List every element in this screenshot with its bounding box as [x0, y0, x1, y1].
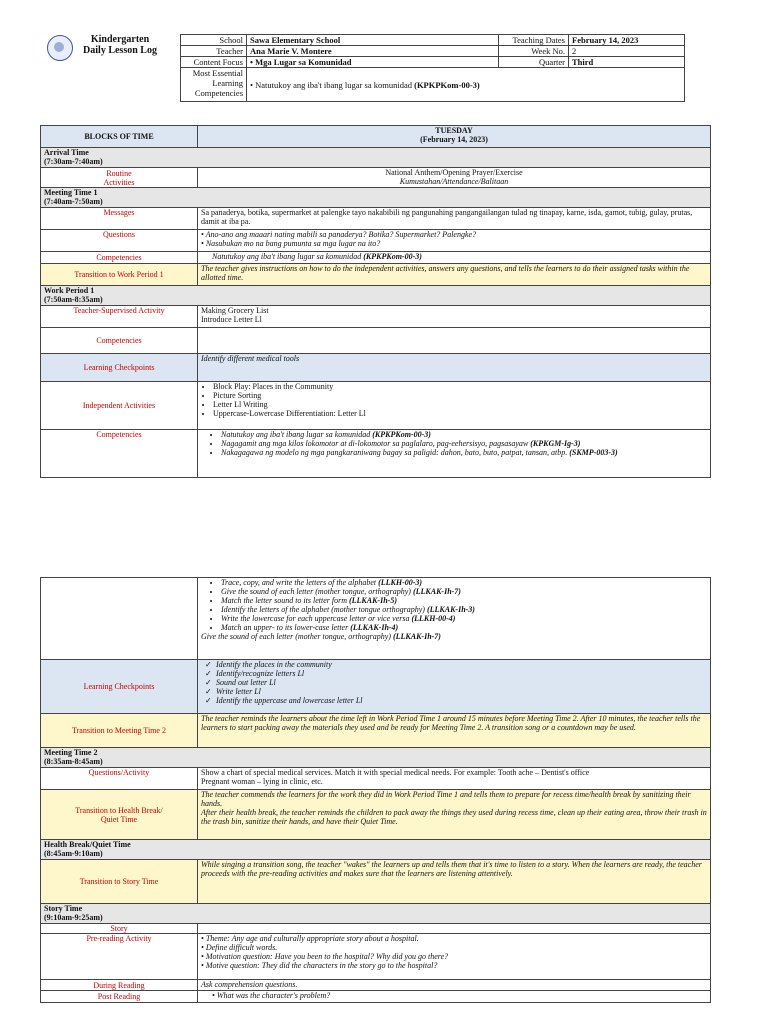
independent-item: • Picture Sorting	[213, 391, 707, 400]
section-time: (8:35am-8:45am)	[44, 757, 103, 766]
section-time: (7:30am-7:40am)	[44, 157, 103, 166]
prereading-list	[198, 934, 711, 980]
competencies-value: • Natutukoy ang iba't ibang lugar sa komunidad (KPKPKom-00-3)	[247, 68, 685, 102]
checkpoint-item: ✓ Identify the places in the community	[216, 660, 707, 669]
tsa-label: Teacher-Supervised Activity	[41, 306, 198, 328]
transition-hb-label	[41, 790, 198, 840]
question-text: Ano-ano ang maaari nating mabili sa panaderya? Botika? Supermarket? Palengke?	[205, 230, 477, 239]
routine-line: Kumustahan/Attendance/Balitaan	[399, 177, 509, 186]
transition-paragraph: The teacher commends the learners for the work they did in Work Period Time 1 and tells them to prepare for recess time/health break by sanitizing their hands.	[201, 790, 691, 808]
transition-wp1-label: Transition to Work Period 1	[41, 264, 198, 286]
section-title: Work Period 1	[44, 286, 95, 295]
competencies-code: (KPKPKom-00-3)	[414, 79, 480, 90]
competencies-text: Natutukoy ang iba't ibang lugar sa komunidad	[255, 79, 412, 90]
messages-label: Messages	[41, 208, 198, 230]
competency-code: (KPKPKom-00-3)	[372, 430, 431, 439]
letter-competency-tail	[201, 632, 707, 641]
competency-item	[221, 448, 707, 457]
qa-text	[198, 768, 711, 790]
label-line: Quiet Time	[100, 814, 138, 824]
transition-wp1-text: The teacher gives instructions on how to do the independent activities, answers any questions, and tells the learners to do their assigned tasks within the allotted time.	[198, 264, 711, 286]
section-title: Health Break/Quiet Time	[44, 840, 131, 849]
section-work-period-1	[41, 286, 711, 306]
checkpoints-label: Learning Checkpoints	[41, 354, 198, 382]
competencies-label: Competencies	[41, 252, 198, 264]
teaching-dates-label: Teaching Dates	[499, 35, 569, 46]
transition-paragraph: After their health break, the teacher reminds the children to pack away the things they used during recess time, clean up their eating area, throw their trash in the trash bin, sanitize their hands, and have their Quiet Time.	[201, 808, 707, 826]
letter-competency	[221, 623, 707, 632]
content-focus-value: • Mga Lugar sa Komunidad	[247, 57, 499, 68]
competency-code: (SKMP-003-3)	[569, 448, 618, 457]
competency-code: (LLKH-00-3)	[378, 578, 423, 587]
competency-text: Natutukoy ang iba't ibang lugar sa komunidad	[212, 252, 362, 261]
independent-item: • Uppercase-Lowercase Differentiation: Letter Ll	[213, 409, 707, 418]
section-health-break	[41, 840, 711, 860]
transition-hb-text	[198, 790, 711, 840]
transition-mt2-text: The teacher reminds the learners about the time left in Work Period Time 1 around 15 minutes before Meeting Time 2. After 10 minutes, the teacher tells the learners to start packing away the materials they used and be ready for Meeting Time 2. A transition song or a countdown may be used.	[198, 714, 711, 748]
tsa-line: Making Grocery List	[201, 306, 269, 315]
independent-item: • Letter Ll Writing	[213, 400, 707, 409]
transition-story-label: Transition to Story Time	[41, 860, 198, 904]
competencies-label-line: Competencies	[194, 88, 243, 98]
during-label: During Reading	[41, 980, 198, 991]
section-meeting-2	[41, 748, 711, 768]
competencies2-label: Competencies	[41, 328, 198, 354]
section-time: (8:45am-9:10am)	[44, 849, 103, 858]
prereading-text: Motive question: They did the characters in the story go to the hospital?	[205, 961, 438, 970]
quarter-value: Third	[569, 57, 685, 68]
competency-code: (LLKH-00-4)	[411, 614, 456, 623]
letter-competency	[221, 614, 707, 623]
messages-text: Sa panaderya, botika, supermarket at palengke tayo nakabibili ng pangunahing pangangailangan tulad ng tinapay, karne, isda, gamot, tubig, gulay, prutas, damit at iba pa.	[198, 208, 711, 230]
label-line: Transition to Health Break/	[75, 805, 163, 815]
day-name: TUESDAY	[435, 126, 473, 135]
story-value	[198, 924, 711, 934]
section-time: (7:40am-7:50am)	[44, 197, 103, 206]
competency-code: (LLKAK-Ih-3)	[426, 605, 475, 614]
competency-text: Trace, copy, and write the letters of the alphabet	[221, 578, 377, 587]
prereading-item: • Define difficult words.	[201, 943, 278, 952]
competency-code: (LLKAK-Ih-7)	[392, 632, 441, 641]
transition-mt2-label: Transition to Meeting Time 2	[41, 714, 198, 748]
checkpoints2-list	[198, 660, 711, 714]
section-time: (7:50am-8:35am)	[44, 295, 103, 304]
label-line: Activities	[103, 177, 135, 187]
letter-competency	[221, 605, 707, 614]
section-title: Arrival Time	[44, 148, 89, 157]
lesson-table-page-2	[40, 577, 711, 1003]
letter-competency	[221, 587, 707, 596]
page-title	[60, 34, 180, 56]
questions-text	[198, 230, 711, 252]
competency-code: (KPKGM-Ig-3)	[530, 439, 581, 448]
competencies2-value	[198, 328, 711, 354]
during-text: Ask comprehension questions.	[198, 980, 711, 991]
prereading-text: Define difficult words.	[205, 943, 278, 952]
competency-code: (KPKPKom-00-3)	[363, 252, 422, 261]
content-focus-label: Content Focus	[181, 57, 247, 68]
post-text: What was the character's problem?	[216, 991, 331, 1000]
checkpoint-item: ✓ Sound out letter Ll	[216, 678, 707, 687]
blocks-of-time-header: BLOCKS OF TIME	[41, 126, 198, 148]
qa-line: Pregnant woman – lying in clinic, etc.	[201, 777, 323, 786]
competency-text: Natutukoy ang iba't ibang lugar sa komunidad	[221, 430, 371, 439]
section-meeting-1	[41, 188, 711, 208]
section-title: Meeting Time 2	[44, 748, 98, 757]
label-line: Routine	[106, 168, 132, 178]
prereading-item: • Motive question: They did the characters in the story go to the hospital?	[201, 961, 438, 970]
prereading-item: • Theme: Any age and culturally appropriate story about a hospital.	[201, 934, 419, 943]
lesson-table-page-1	[40, 125, 711, 478]
letters-label	[41, 578, 198, 660]
competency-text: Identify the letters of the alphabet (mother tongue orthography)	[221, 605, 425, 614]
prereading-text: Theme: Any age and culturally appropriate story about a hospital.	[205, 934, 419, 943]
question-item: • Nasubukan mo na bang pumunta sa mga lugar na ito?	[201, 239, 381, 248]
quarter-label: Quarter	[499, 57, 569, 68]
competency-text: Nagagamit ang mga kilos lokomotor at di-lokomotor sa paglalaro, pag-eehersisyo, pagsasayaw	[221, 439, 529, 448]
section-title: Story Time	[44, 904, 83, 913]
routine-label	[41, 168, 198, 188]
title-line-1: Kindergarten	[90, 34, 150, 45]
competencies3-label: Competencies	[41, 430, 198, 478]
tsa-line: Introduce Letter Ll	[201, 315, 262, 324]
competency-1	[198, 252, 711, 264]
competencies3-list	[198, 430, 711, 478]
competency-text: Write the lowercase for each uppercase letter or vice versa	[221, 614, 410, 623]
competency-text: Nakagagawa ng modelo ng mga pangkaraniwang bagay sa paligid: dahon, bato, buto, patpat, tansan, atbp.	[221, 448, 568, 457]
school-label: School	[181, 35, 247, 46]
day-header	[198, 126, 711, 148]
section-title: Meeting Time 1	[44, 188, 98, 197]
competencies-label-line: Most Essential	[192, 68, 243, 78]
header-table	[180, 34, 685, 102]
competency-item	[221, 430, 707, 439]
competencies-label	[181, 68, 247, 102]
tsa-text	[198, 306, 711, 328]
competency-code: (LLKAK-Ih-5)	[348, 596, 397, 605]
competencies-label-line: Learning	[212, 78, 243, 88]
questions-label: Questions	[41, 230, 198, 252]
competency-code: (LLKAK-Ih-7)	[412, 587, 461, 596]
routine-text	[198, 168, 711, 188]
checkpoint-item: ✓ Identify/recognize letters Ll	[216, 669, 707, 678]
prereading-label: Pre-reading Activity	[41, 934, 198, 980]
teacher-value: Ana Marie V. Montere	[247, 46, 499, 57]
prereading-text: Motivation question: Have you been to the hospital? Why did you go there?	[205, 952, 449, 961]
routine-line: National Anthem/Opening Prayer/Exercise	[385, 168, 523, 177]
story-label: Story	[41, 924, 198, 934]
independent-label: Independent Activities	[41, 382, 198, 430]
letter-competency	[221, 578, 707, 587]
title-line-2: Daily Lesson Log	[83, 45, 157, 56]
checkpoints2-label: Learning Checkpoints	[41, 660, 198, 714]
competency-text: Match an upper- to its lower-case letter	[221, 623, 349, 632]
section-story-time	[41, 904, 711, 924]
transition-story-text: While singing a transition song, the teacher "wakes" the learners up and tells them that it's time to listen to a story. When the learners are ready, the teacher proceeds with the pre-reading activities and makes sure that the learners are listening attentively.	[198, 860, 711, 904]
teaching-dates-value: February 14, 2023	[569, 35, 685, 46]
section-arrival	[41, 148, 711, 168]
letters-competencies	[198, 578, 711, 660]
post-label: Post Reading	[41, 991, 198, 1003]
qa-label: Questions/Activity	[41, 768, 198, 790]
competency-code: (LLKAK-Ih-4)	[350, 623, 399, 632]
post-item: • What was the character's problem?	[198, 991, 711, 1003]
question-item: • Ano-ano ang maaari nating mabili sa panaderya? Botika? Supermarket? Palengke?	[201, 230, 477, 239]
week-label: Week No.	[499, 46, 569, 57]
competency-text: Give the sound of each letter (mother tongue, orthography)	[201, 632, 391, 641]
competency-text: Give the sound of each letter (mother tongue, orthography)	[221, 587, 411, 596]
qa-line: Show a chart of special medical services. Match it with special medical needs. For example: Tooth ache – Dentist's office	[201, 768, 590, 777]
competency-text: Match the letter sound to its letter form	[221, 596, 347, 605]
section-time: (9:10am-9:25am)	[44, 913, 103, 922]
prereading-item: • Motivation question: Have you been to the hospital? Why did you go there?	[201, 952, 449, 961]
checkpoint-item: ✓ Identify the uppercase and lowercase letter Ll	[216, 696, 707, 705]
independent-item: • Block Play: Places in the Community	[213, 382, 707, 391]
competency-item	[221, 439, 707, 448]
independent-activities	[198, 382, 711, 430]
week-value: 2	[569, 46, 685, 57]
teacher-label: Teacher	[181, 46, 247, 57]
checkpoint-item: ✓ Write letter Ll	[216, 687, 707, 696]
day-date: (February 14, 2023)	[420, 135, 488, 144]
question-text: Nasubukan mo na bang pumunta sa mga lugar na ito?	[205, 239, 381, 248]
letter-competency	[221, 596, 707, 605]
school-value: Sawa Elementary School	[247, 35, 499, 46]
checkpoints-text: Identify different medical tools	[198, 354, 711, 382]
